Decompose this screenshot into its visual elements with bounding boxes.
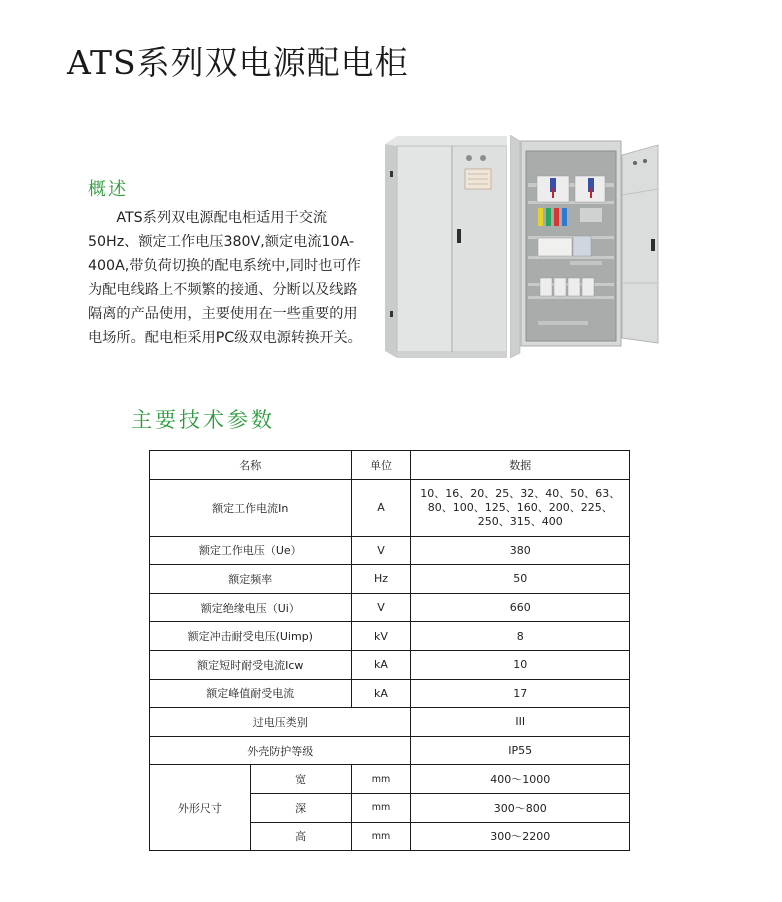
row-name: 额定频率 <box>150 565 352 594</box>
row-unit: A <box>351 479 411 536</box>
dim-data: 300～2200 <box>411 822 630 851</box>
dim-unit: mm <box>351 822 411 851</box>
row-name: 额定短时耐受电流Icw <box>150 650 352 679</box>
page-title: ATS系列双电源配电柜 <box>67 43 409 82</box>
row-name: 额定工作电流In <box>150 479 352 536</box>
row-data: 50 <box>411 565 630 594</box>
table-row <box>150 593 630 622</box>
dim-data: 300～800 <box>411 793 630 822</box>
table-row <box>150 622 630 651</box>
header-unit: 单位 <box>351 451 411 480</box>
row-data: 8 <box>411 622 630 651</box>
cabinet-closed-photo <box>385 136 507 358</box>
row-data: 17 <box>411 679 630 708</box>
table-row <box>150 765 630 794</box>
table-row <box>150 650 630 679</box>
table-row <box>150 708 630 737</box>
dim-name: 高 <box>250 822 351 851</box>
row-name: 额定绝缘电压（Ui） <box>150 593 352 622</box>
row-name: 额定峰值耐受电流 <box>150 679 352 708</box>
header-data: 数据 <box>411 451 630 480</box>
row-unit: Hz <box>351 565 411 594</box>
table-row <box>150 736 630 765</box>
row-data: III <box>411 708 630 737</box>
row-name: 额定工作电压（Ue） <box>150 536 352 565</box>
specs-heading: 主要技术参数 <box>131 408 275 432</box>
overview-body <box>88 206 363 350</box>
row-unit: V <box>351 593 411 622</box>
table-header-row <box>150 451 630 480</box>
table-row <box>150 479 630 536</box>
dimensions-label: 外形尺寸 <box>150 765 251 851</box>
row-unit: kA <box>351 679 411 708</box>
overview-paragraph: ATS系列双电源配电柜适用于交流50Hz、额定工作电压380V,额定电流10A-400A,带负荷切换的配电系统中,同时也可作为配电线路上不频繁的接通、分断以及线路隔离的产品使用，主要使用在一些重要的用电场所。配电柜采用PC级双电源转换开关。 <box>88 210 362 346</box>
header-name: 名称 <box>150 451 352 480</box>
row-unit: kA <box>351 650 411 679</box>
row-data: IP55 <box>411 736 630 765</box>
row-name: 外壳防护等级 <box>150 736 411 765</box>
dim-name: 深 <box>250 793 351 822</box>
dim-unit: mm <box>351 765 411 794</box>
cabinet-open-photo <box>510 133 660 358</box>
dim-unit: mm <box>351 793 411 822</box>
overview-heading: 概述 <box>88 179 128 200</box>
row-unit: kV <box>351 622 411 651</box>
row-data: 10 <box>411 650 630 679</box>
row-name: 过电压类别 <box>150 708 411 737</box>
row-data: 380 <box>411 536 630 565</box>
table-row <box>150 679 630 708</box>
spec-table <box>149 450 630 851</box>
dim-name: 宽 <box>250 765 351 794</box>
table-row <box>150 536 630 565</box>
row-name: 额定冲击耐受电压(Uimp) <box>150 622 352 651</box>
row-data: 660 <box>411 593 630 622</box>
row-unit: V <box>351 536 411 565</box>
row-data: 10、16、20、25、32、40、50、63、80、100、125、160、200、225、250、315、400 <box>411 479 630 536</box>
table-row <box>150 565 630 594</box>
dim-data: 400～1000 <box>411 765 630 794</box>
